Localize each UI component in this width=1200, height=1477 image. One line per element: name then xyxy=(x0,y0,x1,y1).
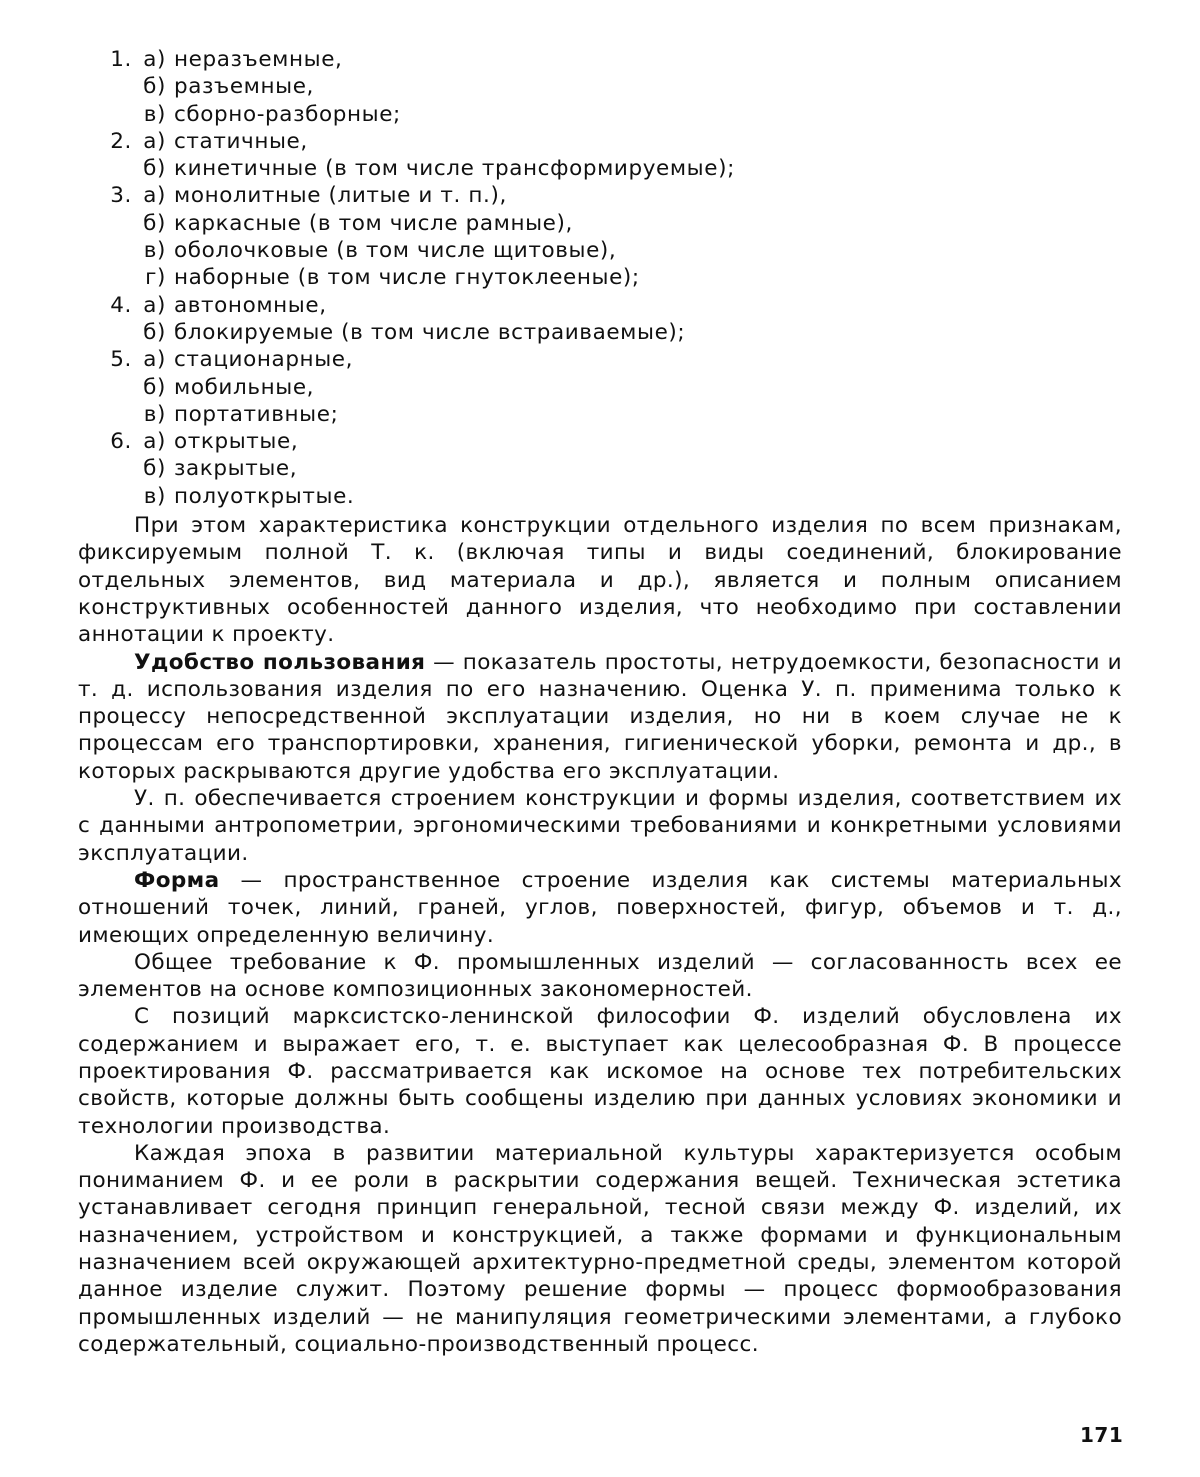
term-heading: Форма xyxy=(134,867,220,893)
list-item-letter: в) xyxy=(143,483,166,509)
paragraph-text: У. п. обеспечивается строением конструкции и формы изделия, соответствием их с данными антропометрии, эргономическими требованиями и конкретными условиями эксплуатации. xyxy=(78,786,1122,866)
paragraph xyxy=(78,785,1122,867)
list-item xyxy=(78,237,1122,264)
list-item-text: кинетичные (в том числе трансформируемые); xyxy=(174,156,735,182)
list-item-number xyxy=(78,264,136,291)
list-item xyxy=(78,155,1122,182)
list-item-letter: а) xyxy=(143,47,166,72)
paragraph xyxy=(78,1140,1122,1358)
list-item-letter: б) xyxy=(143,374,166,400)
list-item-letter: а) xyxy=(143,429,166,455)
list-item xyxy=(78,346,1122,373)
list-item xyxy=(78,483,1122,510)
list-item-letter: в) xyxy=(143,401,166,427)
list-item xyxy=(78,46,1122,73)
list-item-number xyxy=(78,155,136,182)
list-item-letter: б) xyxy=(143,319,166,345)
list-item-letter: а) xyxy=(143,128,166,154)
page-number: 171 xyxy=(1080,1423,1124,1447)
list-item-text: неразъемные, xyxy=(174,47,343,72)
paragraph xyxy=(78,1003,1122,1139)
list-item xyxy=(78,428,1122,455)
list-item-number xyxy=(78,101,136,128)
paragraph-text: С позиций марксистско-ленинской философии Ф. изделий обусловлена их содержанием и выражает его, т. е. выступает как целесообразная Ф. В процессе проектирования Ф. рассматривается как искомое на основе тех потребительских свойств, которые должны быть сообщены изделию при данных условиях экономики и технологии производства. xyxy=(78,1004,1122,1139)
list-item-number: 2. xyxy=(110,128,132,154)
paragraph-text: Общее требование к Ф. промышленных изделий — согласованность всех ее элементов на основе композиционных закономерностей. xyxy=(78,949,1122,1003)
list-item-text: автономные, xyxy=(174,292,327,318)
list-item-letter: а) xyxy=(143,292,166,318)
list-item-letter: б) xyxy=(143,156,166,182)
list-item-text: разъемные, xyxy=(174,74,314,100)
paragraph xyxy=(78,949,1122,1004)
list-item-text: каркасные (в том числе рамные), xyxy=(174,210,573,236)
body-text xyxy=(78,512,1122,1358)
list-item-text: монолитные (литые и т. п.), xyxy=(174,183,507,209)
page-body xyxy=(78,46,1122,1446)
list-item-number xyxy=(78,483,136,510)
list-item-text: стационарные, xyxy=(174,347,354,373)
list-item-text: блокируемые (в том числе встраиваемые); xyxy=(174,319,686,345)
list-item-text: статичные, xyxy=(174,128,308,154)
paragraph-text: Каждая эпоха в развитии материальной культуры характеризуется особым пониманием Ф. и ее роли в раскрытии содержания вещей. Техническая эстетика устанавливает сегодня принцип генеральной, тесной связи между Ф. изделий, их назначением, устройством и конструкцией, а также формами и функциональным назначением всей окружающей архитектурно-предметной среды, элементом которой данное изделие служит. Поэтому решение формы — процесс формообразования промышленных изделий — не манипуляция геометрическими элементами, а глубоко содержательный, социально-производственный процесс. xyxy=(78,1140,1122,1357)
list-item-text: открытые, xyxy=(174,429,299,455)
list-item-number xyxy=(78,210,136,237)
list-item-text: мобильные, xyxy=(174,374,315,400)
list-item-text: закрытые, xyxy=(174,456,298,482)
list-item-number xyxy=(78,319,136,346)
term-heading: Удобство пользования xyxy=(134,649,426,675)
list-item-text: оболочковые (в том числе щитовые), xyxy=(174,238,617,264)
list-item-number xyxy=(78,73,136,100)
list-item-number xyxy=(78,455,136,482)
list-item-text: полуоткрытые. xyxy=(174,483,355,509)
list-item xyxy=(78,401,1122,428)
list-item-letter: а) xyxy=(143,347,166,373)
list-item xyxy=(78,374,1122,401)
list-item xyxy=(78,128,1122,155)
paragraph xyxy=(78,649,1122,785)
list-item-text: портативные; xyxy=(174,401,339,427)
list-item-number: 5. xyxy=(110,347,132,373)
list-item xyxy=(78,101,1122,128)
list-item xyxy=(78,455,1122,482)
list-item xyxy=(78,73,1122,100)
list-item-letter: в) xyxy=(143,101,166,127)
list-item-letter: б) xyxy=(143,210,166,236)
list-item xyxy=(78,319,1122,346)
list-item-letter: б) xyxy=(143,456,166,482)
list-item xyxy=(78,210,1122,237)
list-item-number: 3. xyxy=(110,183,132,209)
list-item xyxy=(78,182,1122,209)
list-item-text: сборно-разборные; xyxy=(174,101,401,127)
list-item-letter: б) xyxy=(143,74,166,100)
list-item-number xyxy=(78,401,136,428)
list-item-number: 1. xyxy=(110,47,132,72)
list-item-number: 4. xyxy=(110,292,132,318)
paragraph-text: — показатель простоты, нетрудоемкости, безопасности и т. д. использования изделия по его назначению. Оценка У. п. применима только к процессу непосредственной эксплуатации изделия, но ни в коем случае не к процессам его транспортировки, хранения, гигиенической уборки, ремонта и др., в которых раскрываются другие удобства его эксплуатации. xyxy=(78,649,1123,784)
list-item-letter: а) xyxy=(143,183,166,209)
classification-list xyxy=(78,46,1122,510)
paragraph-text: — пространственное строение изделия как системы материальных отношений точек, линий, граней, углов, поверхностей, фигур, объемов и т. д., имеющих определенную величину. xyxy=(78,867,1122,948)
list-item-number xyxy=(78,237,136,264)
list-item-number xyxy=(78,374,136,401)
list-item-letter: г) xyxy=(145,265,166,291)
list-item xyxy=(78,292,1122,319)
list-item-number: 6. xyxy=(110,429,132,455)
paragraph-text: При этом характеристика конструкции отдельного изделия по всем признакам, фиксируемым полной Т. к. (включая типы и виды соединений, блокирование отдельных элементов, вид материала и др.), является и полным описанием конструктивных особенностей данного изделия, что необходимо при составлении аннотации к проекту. xyxy=(78,513,1122,648)
paragraph xyxy=(78,512,1122,648)
list-item-letter: в) xyxy=(143,238,166,264)
list-item xyxy=(78,264,1122,291)
list-item-text: наборные (в том числе гнутоклееные); xyxy=(174,265,640,291)
paragraph xyxy=(78,867,1122,949)
